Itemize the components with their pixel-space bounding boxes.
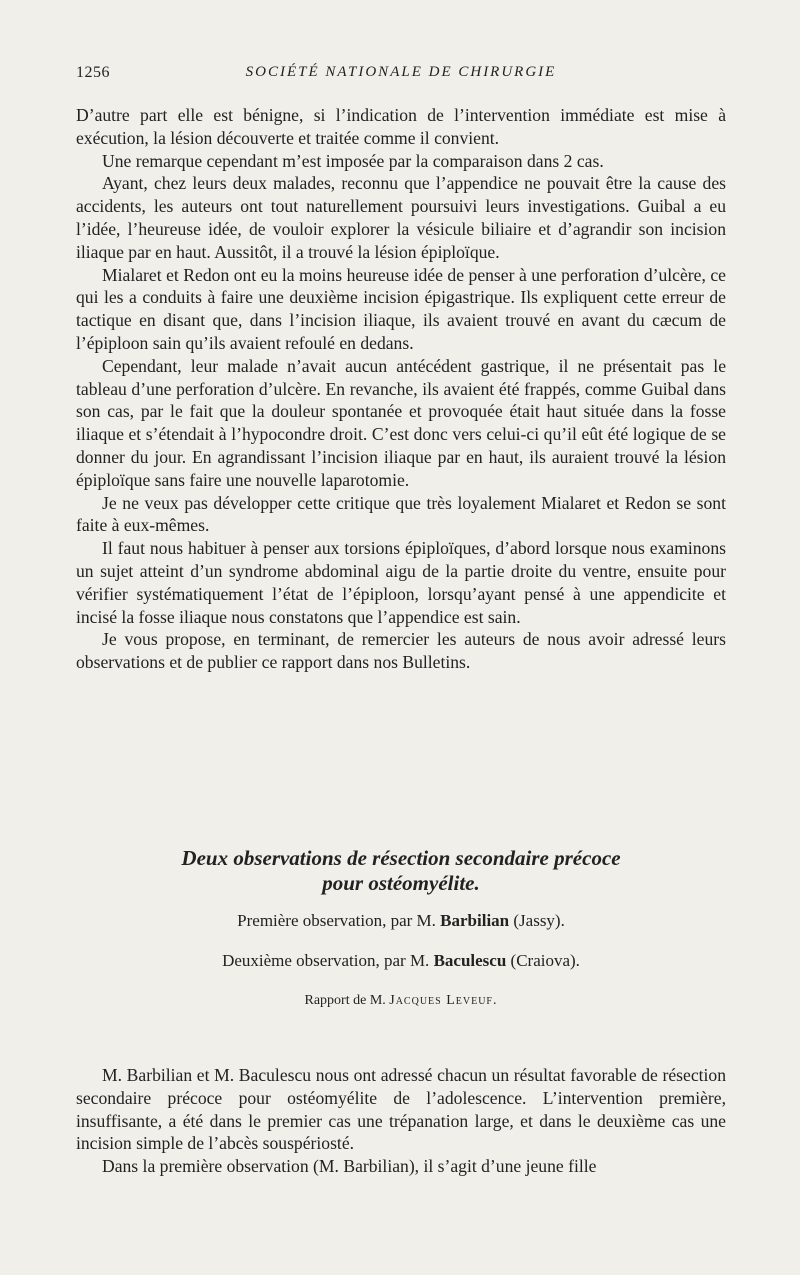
section-heading [76,846,726,1010]
paragraph: Mialaret et Redon ont eu la moins heureuse idée de penser à une perforation d’ulcère, ce qui les a conduits à faire une deuxième incision épigastrique. Ils expliquent cette erreur de tactique en disant que, dans l’incision iliaque, ils avaient trouvé en avant du cæcum de l’épiploon sain qu’ils avaient refoulé en dedans. [76,264,726,353]
first-observation-location: (Jassy). [513,911,565,930]
page-number: 1256 [76,64,110,81]
paragraph: Dans la première observation (M. Barbilian), il s’agit d’une jeune fille [102,1156,597,1177]
report-prefix: Rapport de M. [304,993,386,1008]
paragraph: Je vous propose, en terminant, de remercier les auteurs de nous avoir adressé leurs observations et de publier ce rapport dans nos Bulletins. [76,629,726,673]
paragraph: Ayant, chez leurs deux malades, reconnu que l’appendice ne pouvait être la cause des accidents, les auteurs ont tout naturellement poursuivi leurs investigations. Guibal a eu l’idée, l’heureuse idée, de vouloir explorer la vésicule biliaire et d’agrandir son incision iliaque par en haut. Aussitôt, il a trouvé la lésion épiploïque. [76,173,726,262]
paragraph: D’autre part elle est bénigne, si l’indication de l’intervention immédiate est mise à exécution, la lésion découverte et traitée comme il convient. [76,105,726,148]
second-observation-author: Baculescu [433,951,507,970]
paragraph: Cependant, leur malade n’avait aucun antécédent gastrique, il ne présentait pas le tableau d’une perforation d’ulcère. En revanche, ils avaient été frappés, comme Guibal dans son cas, par le fait que la douleur spontanée et provoquée était haut située dans la fosse iliaque et s’étendait à l’hypocondre droit. C’est donc vers celui-ci qu’il eût été logique de se donner du jour. En agrandissant l’incision iliaque par en haut, ils auraient trouvé la lésion épiploïque sans faire une nouvelle laparotomie. [76,355,726,490]
section-title-line-1: Deux observations de résection secondaire précoce [181,846,621,870]
second-observation-prefix: Deuxième observation, par M. [222,951,430,970]
report-body [76,104,726,674]
report-credit [76,992,726,1010]
paragraph: Il faut nous habituer à penser aux torsions épiploïques, d’abord lorsque nous examinons un sujet atteint d’un syndrome abdominal aigu de la partie droite du ventre, ensuite pour vérifier systématiquement l’état de l’épiploon, lorsqu’ayant pensé à une appendicite et incisé la fosse iliaque nous constatons que l’appendice est sain. [76,538,726,627]
paragraph: M. Barbilian et M. Baculescu nous ont adressé chacun un résultat favorable de résection secondaire précoce pour ostéomyélite de l’adolescence. L’intervention première, insuffisante, a été dans le premier cas une trépanation large, et dans le deuxième cas une incision simple de l’abcès souspériosté. [76,1065,726,1154]
second-observation-location: (Craiova). [510,951,580,970]
first-observation-author: Barbilian [440,911,510,930]
first-observation-prefix: Première observation, par M. [237,911,436,930]
second-report-body [76,1064,726,1178]
paragraph: Une remarque cependant m’est imposée par la comparaison dans 2 cas. [102,150,604,171]
report-author: Jacques Leveuf. [389,993,498,1008]
page-header [76,64,726,88]
section-title-line-2: pour ostéomyélite. [322,871,480,895]
paragraph: Je ne veux pas développer cette critique que très loyalement Mialaret et Redon se sont faite à eux-mêmes. [76,492,726,536]
first-observation-credit [76,910,726,932]
running-head: SOCIÉTÉ NATIONALE DE CHIRURGIE [245,64,557,80]
second-observation-credit [76,950,726,972]
